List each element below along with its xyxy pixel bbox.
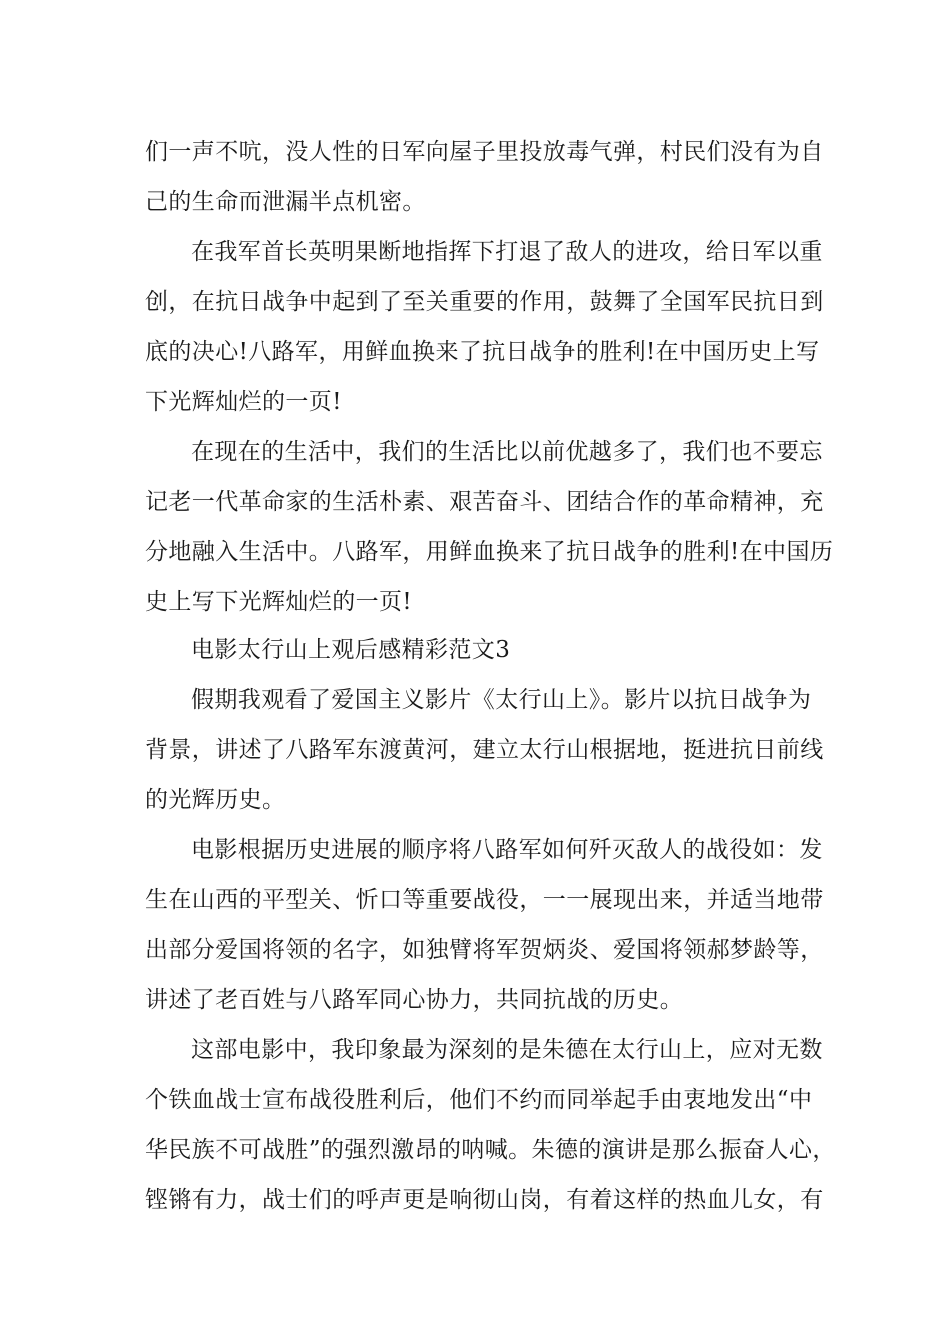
paragraph-line: 这部电影中，我印象最为深刻的是朱德在太行山上，应对无数 — [191, 1037, 823, 1063]
paragraph-line: 创，在抗日战争中起到了至关重要的作用，鼓舞了全国军民抗日到 — [145, 289, 824, 315]
paragraph-line: 出部分爱国将领的名字，如独臂将军贺炳炎、爱国将领郝梦龄等， — [145, 937, 824, 963]
paragraph-line: 在我军首长英明果断地指挥下打退了敌人的进攻，给日军以重 — [191, 239, 823, 265]
paragraph-line: 在现在的生活中，我们的生活比以前优越多了，我们也不要忘 — [191, 439, 823, 465]
paragraph-line: 己的生命而泄漏半点机密。 — [145, 189, 426, 215]
paragraph-line: 背景，讲述了八路军东渡黄河，建立太行山根据地，挺进抗日前线 — [145, 737, 824, 763]
paragraph-line: 讲述了老百姓与八路军同心协力，共同抗战的历史。 — [145, 987, 684, 1013]
paragraph-line: 记老一代革命家的生活朴素、艰苦奋斗、团结合作的革命精神，充 — [145, 489, 824, 515]
paragraph-line: 个铁血战士宣布战役胜利后，他们不约而同举起手由衷地发出“中 — [145, 1087, 813, 1113]
paragraph-line: 华民族不可战胜”的强烈激昂的呐喊。朱德的演讲是那么振奋人心， — [145, 1137, 836, 1163]
paragraph-line: 下光辉灿烂的一页! — [145, 389, 342, 415]
paragraph-line: 生在山西的平型关、忻口等重要战役，一一展现出来，并适当地带 — [145, 887, 824, 913]
paragraph-line: 假期我观看了爱国主义影片《太行山上》。影片以抗日战争为 — [191, 687, 812, 713]
paragraph-line: 电影根据历史进展的顺序将八路军如何歼灭敌人的战役如：发 — [191, 837, 823, 863]
paragraph-line: 们一声不吭，没人性的日军向屋子里投放毒气弹，村民们没有为自 — [145, 139, 824, 165]
section-heading: 电影太行山上观后感精彩范文3 — [191, 637, 511, 663]
paragraph-line: 底的决心!八路军，用鲜血换来了抗日战争的胜利!在中国历史上写 — [145, 339, 820, 365]
paragraph-line: 史上写下光辉灿烂的一页! — [145, 589, 413, 615]
paragraph-line: 分地融入生活中。八路军，用鲜血换来了抗日战争的胜利!在中国历 — [145, 539, 834, 565]
paragraph-line: 铿锵有力，战士们的呼声更是响彻山岗，有着这样的热血儿女，有 — [145, 1187, 824, 1213]
paragraph-line: 的光辉历史。 — [145, 787, 286, 813]
